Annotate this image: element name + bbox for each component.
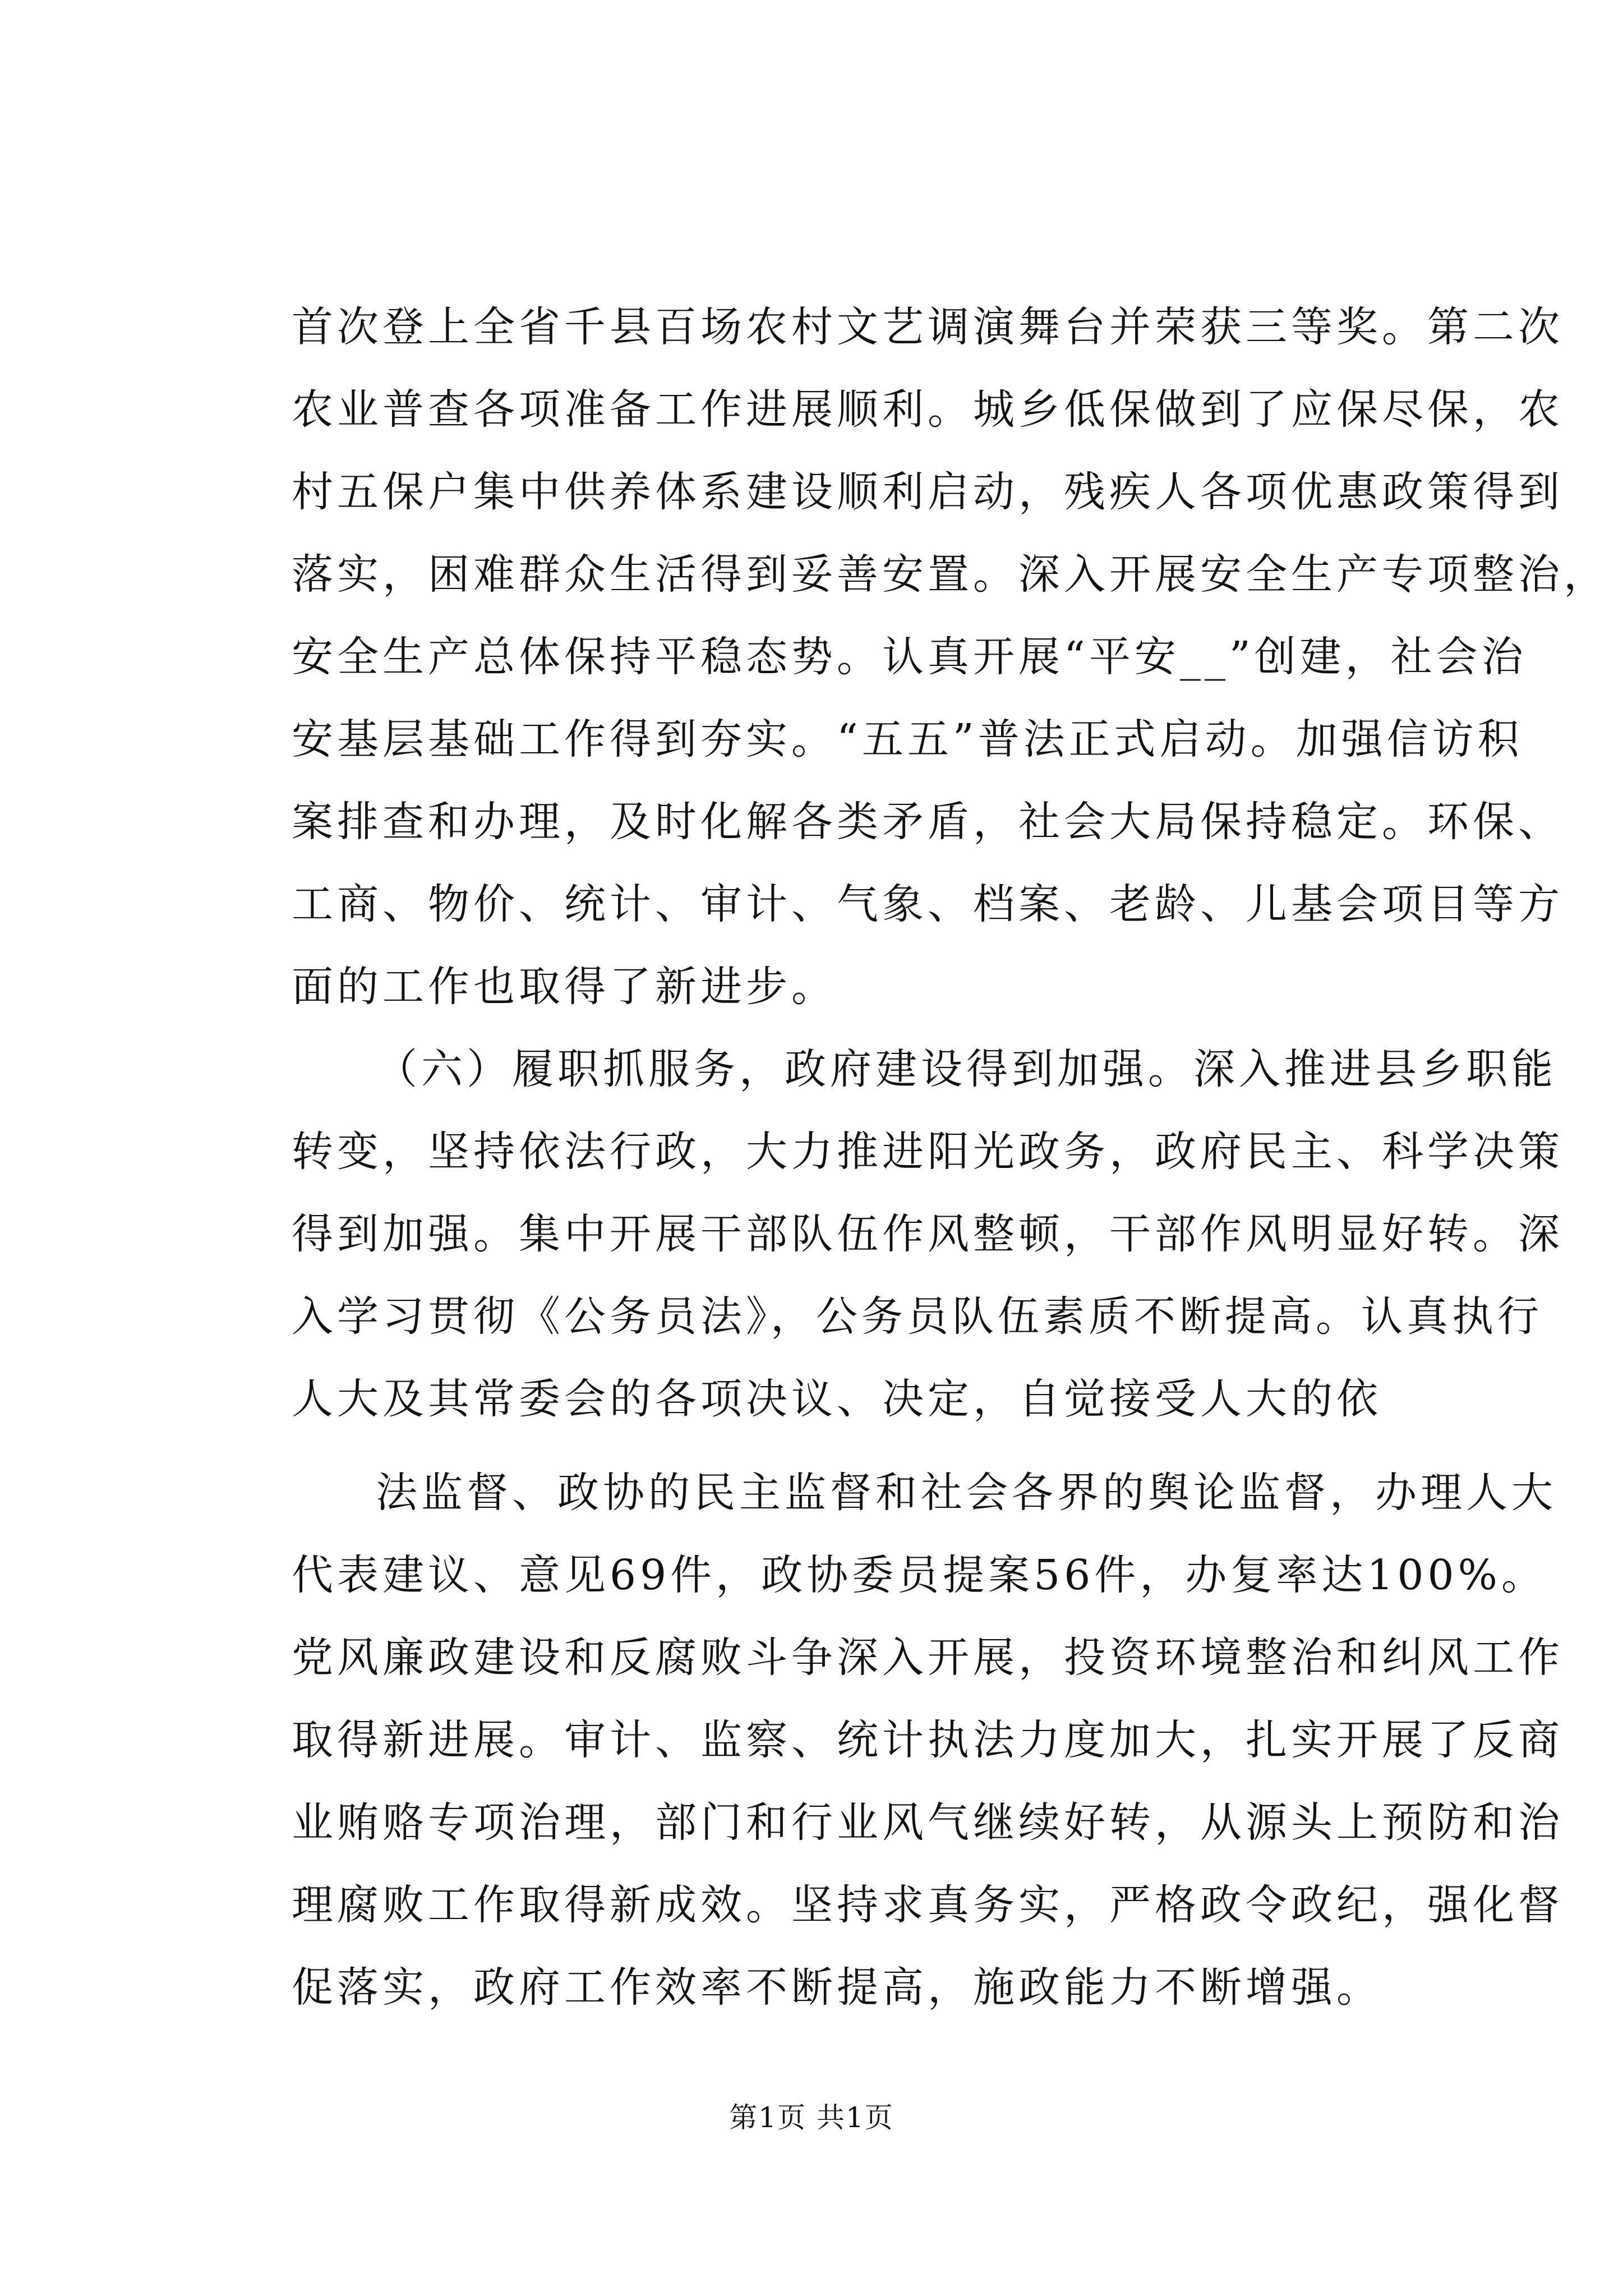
text-line: 首次登上全省千县百场农村文艺调演舞台并荣获三等奖。第二次	[292, 303, 1564, 351]
text-line: 人大及其常委会的各项决议、决定，自觉接受人大的依	[292, 1375, 1382, 1423]
paragraph	[292, 1028, 1564, 1441]
text-line: 落实，困难群众生活得到妥善安置。深入开展安全生产专项整治，	[292, 550, 1609, 599]
text-line: 安基层基础工作得到夯实。“五五”普法正式启动。加强信访积	[292, 715, 1523, 763]
text-line: 法监督、政协的民主监督和社会各界的舆论监督，办理人大	[376, 1469, 1557, 1517]
text-line: 理腐败工作取得新成效。坚持求真务实，严格政令政纪，强化督	[292, 1881, 1564, 1929]
text-line: 安全生产总体保持平稳态势。认真开展“平安__”创建，社会治	[292, 633, 1527, 681]
paragraph-gap	[292, 1441, 1357, 1452]
paragraph	[292, 1452, 1564, 2029]
text-line: 农业普查各项准备工作进展顺利。城乡低保做到了应保尽保，农	[292, 385, 1564, 434]
text-line: 取得新进展。审计、监察、统计执法力度加大，扎实开展了反商	[292, 1716, 1564, 1764]
text-line: 面的工作也取得了新进步。	[292, 963, 837, 1011]
text-line: 得到加强。集中开展干部队伍作风整顿，干部作风明显好转。深	[292, 1210, 1564, 1258]
text-line: 工商、物价、统计、审计、气象、档案、老龄、儿基会项目等方	[292, 880, 1564, 928]
text-line: 党风廉政建设和反腐败斗争深入开展，投资环境整治和纠风工作	[292, 1634, 1564, 1682]
text-line: 促落实，政府工作效率不断提高，施政能力不断增强。	[292, 1963, 1382, 2012]
text-line: 代表建议、意见69件，政协委员提案56件，办复率达100%。	[292, 1551, 1547, 1599]
text-line: （六）履职抓服务，政府建设得到加强。深入推进县乡职能	[376, 1045, 1557, 1093]
text-line: 案排查和办理，及时化解各类矛盾，社会大局保持稳定。环保、	[292, 798, 1564, 846]
text-line: 业贿赂专项治理，部门和行业风气继续好转，从源头上预防和治	[292, 1798, 1564, 1847]
text-line: 村五保户集中供养体系建设顺利启动，残疾人各项优惠政策得到	[292, 468, 1564, 516]
text-line: 入学习贯彻《公务员法》，公务员队伍素质不断提高。认真执行	[292, 1292, 1543, 1341]
page-footer: 第1页 共1页	[729, 2101, 894, 2134]
document-body	[292, 286, 1609, 2029]
paragraph	[292, 286, 1609, 1028]
text-line: 转变，坚持依法行政，大力推进阳光政务，政府民主、科学决策	[292, 1128, 1564, 1176]
